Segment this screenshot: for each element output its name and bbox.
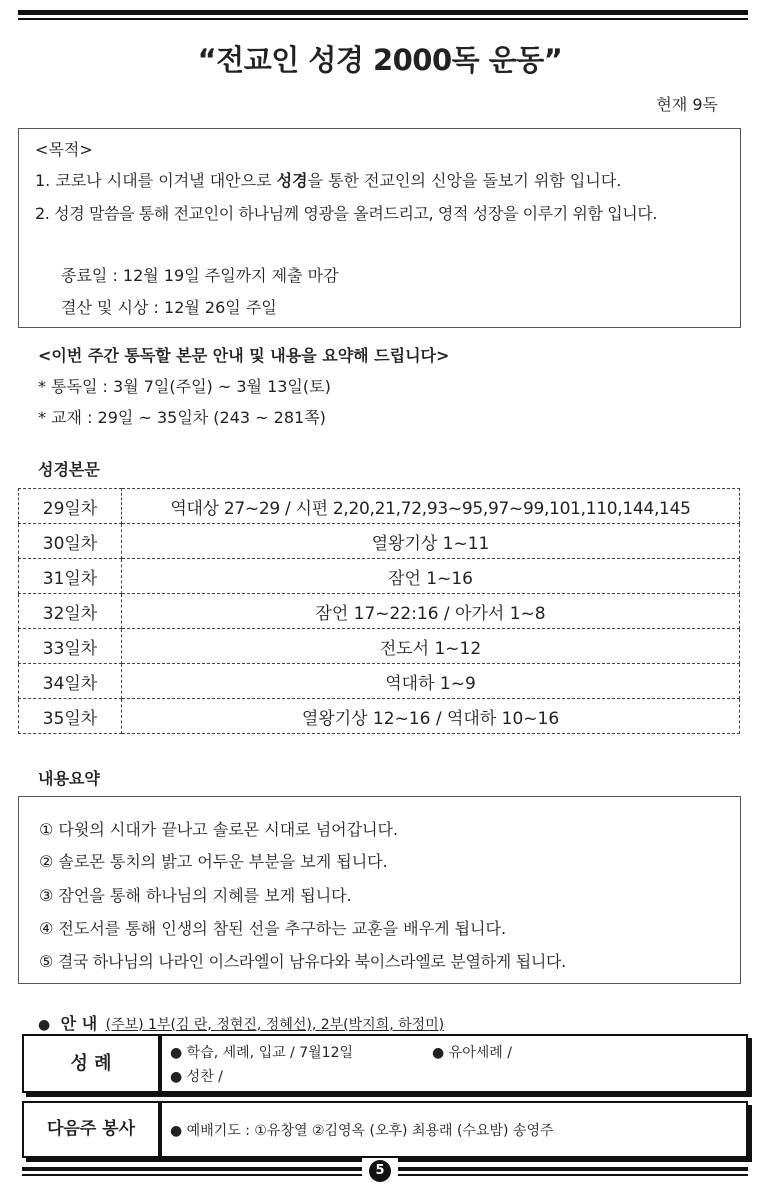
service-label-box (22, 1101, 160, 1158)
list-item: ② 솔로몬 통치의 밝고 어두운 부분을 보게 됩니다. (39, 852, 388, 871)
passage-cell: 역대상 27~29 / 시편 2,20,21,72,93~95,97~99,101,110,144,145 (122, 489, 740, 524)
passage-cell: 열왕기상 12~16 / 역대하 10~16 (122, 699, 740, 734)
reading-count: 현재 9독 (656, 95, 718, 114)
table-row (19, 559, 740, 594)
sacrament-label-box (22, 1034, 160, 1093)
guide-label: 안 내 (60, 1014, 98, 1033)
table-row (19, 629, 740, 664)
table-row (19, 594, 740, 629)
reading-period: * 통독일 : 3월 7일(주일) ~ 3월 13일(토) (38, 377, 331, 396)
summary-box (18, 796, 741, 984)
day-cell: 29일차 (19, 489, 122, 524)
sacrament-line-1a: ● 학습, 세례, 입교 / 7월12일 (170, 1045, 353, 1061)
day-cell: 30일차 (19, 524, 122, 559)
passage-cell: 열왕기상 1~11 (122, 524, 740, 559)
purpose-line-1-post: 을 통한 전교인의 신앙을 돌보기 위함 입니다. (307, 171, 622, 190)
scripture-table (18, 488, 740, 734)
list-item: ① 다윗의 시대가 끝나고 솔로몬 시대로 넘어갑니다. (39, 820, 399, 839)
passage-cell: 역대하 1~9 (122, 664, 740, 699)
reading-material: * 교재 : 29일 ~ 35일차 (243 ~ 281쪽) (38, 408, 326, 427)
top-rule-thick (18, 10, 748, 15)
bulletin-helpers: (주보) 1부(김 란, 정현진, 정혜선), 2부(박지희, 하정미) (105, 1017, 445, 1033)
purpose-heading: <목적> (35, 140, 93, 159)
list-item: ④ 전도서를 통해 인생의 참된 선을 추구하는 교훈을 배우게 됩니다. (39, 919, 507, 938)
list-item: ③ 잠언을 통해 하나님의 지혜를 보게 됩니다. (39, 886, 352, 905)
table-row (19, 489, 740, 524)
table-row (19, 664, 740, 699)
service-content-box (160, 1101, 748, 1158)
bullet-icon: ● (38, 1017, 51, 1033)
sacrament-line-2: ● 성찬 / (170, 1069, 223, 1085)
day-cell: 34일차 (19, 664, 122, 699)
award-date: 결산 및 시상 : 12월 26일 주일 (61, 298, 277, 317)
page-number: 5 (369, 1160, 391, 1182)
day-cell: 35일차 (19, 699, 122, 734)
purpose-line-2: 2. 성경 말씀을 통해 전교인이 하나님께 영광을 올려드리고, 영적 성장을 이루기 위함 입니다. (35, 204, 658, 223)
table-row (19, 524, 740, 559)
page-title: “전교인 성경 2000독 운동” (197, 43, 563, 77)
weekly-heading: <이번 주간 통독할 본문 안내 및 내용을 요약해 드립니다> (38, 346, 450, 365)
guide-line (38, 1011, 444, 1034)
passage-cell: 잠언 1~16 (122, 559, 740, 594)
purpose-line-1-bold: 성경 (276, 171, 308, 190)
day-cell: 33일차 (19, 629, 122, 664)
passage-cell: 잠언 17~22:16 / 아가서 1~8 (122, 594, 740, 629)
purpose-box (18, 128, 741, 328)
service-label: 다음주 봉사 (46, 1119, 136, 1139)
sacrament-content-box (160, 1034, 748, 1093)
day-cell: 32일차 (19, 594, 122, 629)
scripture-heading: 성경본문 (38, 460, 100, 479)
sacrament-label: 성 례 (70, 1053, 112, 1074)
service-text: ● 예배기도 : ①유창열 ②김영옥 (오후) 최용래 (수요밤) 송영주 (170, 1123, 554, 1139)
sacrament-line-1b: ● 유아세례 / (432, 1045, 512, 1061)
purpose-line-1-pre: 1. 코로나 시대를 이겨낼 대안으로 (35, 171, 277, 190)
table-row (19, 699, 740, 734)
day-cell: 31일차 (19, 559, 122, 594)
top-rule-thin (18, 18, 748, 20)
purpose-line-1 (35, 168, 621, 191)
passage-cell: 전도서 1~12 (122, 629, 740, 664)
summary-heading: 내용요약 (38, 769, 100, 788)
list-item: ⑤ 결국 하나님의 나라인 이스라엘이 남유다와 북이스라엘로 분열하게 됩니다. (39, 952, 566, 971)
end-date: 종료일 : 12월 19일 주일까지 제출 마감 (61, 266, 339, 285)
